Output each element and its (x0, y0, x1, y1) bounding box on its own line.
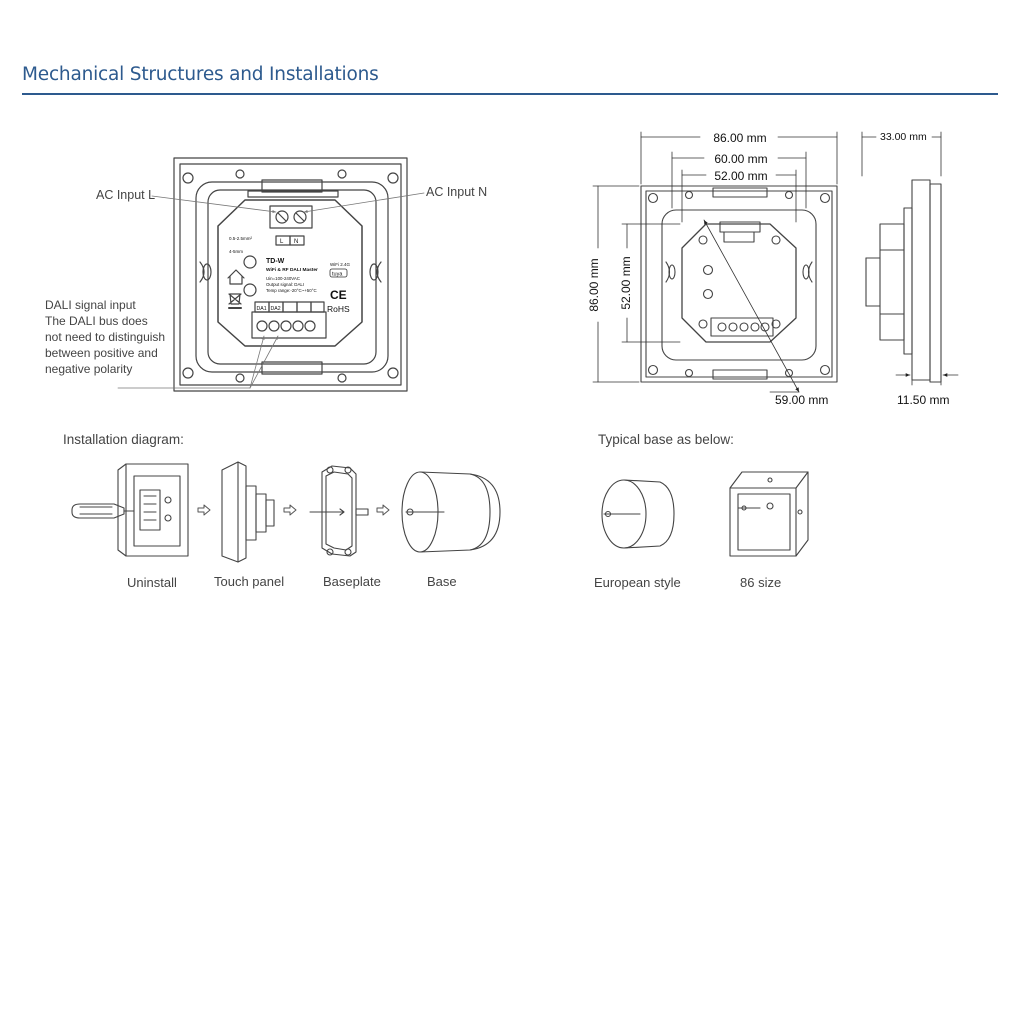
dimension-lines (593, 132, 958, 392)
uninstall-illustration (72, 464, 188, 556)
dali-terminal-1: DA1 (256, 306, 267, 312)
module-spec-temp: Temp range:-20°C~+50°C (266, 288, 317, 293)
dim-width-outer: 86.00 mm (713, 131, 767, 145)
front-view-drawing (174, 158, 407, 391)
ce-mark: CE (330, 288, 347, 302)
side-view-drawing (866, 180, 941, 382)
label-ac-input-n: AC Input N (426, 185, 488, 199)
baseplate-illustration (310, 466, 368, 556)
step-label: Touch panel (214, 574, 285, 589)
base-type-label: 86 size (740, 575, 782, 590)
installation-heading: Installation diagram: (63, 432, 184, 447)
base-type-label: European style (594, 575, 681, 590)
module-wire-spec: 0.5-2.5mm² (229, 236, 253, 241)
step-label: Base (427, 574, 457, 589)
module-description: WiFi & RF DALI Master (266, 268, 318, 273)
typical-base-heading: Typical base as below: (598, 432, 734, 447)
label-dali-note-line: DALI signal input (45, 298, 136, 312)
dim-diagonal: 59.00 mm (775, 393, 829, 407)
label-dali-note-line: The DALI bus does (45, 314, 148, 328)
dim-width-inner: 60.00 mm (714, 152, 768, 166)
terminal-l-label: L (280, 239, 284, 245)
base-illustration (402, 472, 500, 552)
label-dali-note-line: negative polarity (45, 362, 133, 376)
step-arrow-icon (198, 505, 210, 515)
module-spec-output: Output signal: DALI (266, 282, 305, 287)
dim-height-module: 52.00 mm (619, 256, 633, 310)
label-dali-note-line: between positive and (45, 346, 158, 360)
module-wifi-band: WiFi 2.4G (330, 262, 351, 267)
label-ac-input-l: AC Input L (96, 188, 156, 202)
rohs-mark: RoHS (327, 304, 350, 314)
dim-width-module: 52.00 mm (714, 169, 768, 183)
dim-depth-total: 33.00 mm (880, 131, 927, 143)
page-title: Mechanical Structures and Installations (22, 64, 379, 85)
label-dali-note-line: not need to distinguish (45, 330, 166, 344)
step-label: Baseplate (323, 574, 381, 589)
terminal-n-label: N (294, 239, 299, 245)
european-base-illustration (602, 480, 674, 548)
step-label: Uninstall (127, 575, 177, 590)
86-size-base-illustration (730, 472, 808, 556)
step-arrow-icon (377, 505, 389, 515)
brand-tuya: tuya (332, 271, 343, 278)
dim-height-outer: 86.00 mm (587, 258, 601, 312)
module-strip-length: 4-5mm (229, 249, 244, 254)
module-spec-input: Uin=100-240VAC (266, 276, 300, 281)
module-model: TD-W (266, 258, 285, 265)
dali-terminal-2: DA2 (270, 306, 281, 312)
touch-panel-illustration (222, 462, 274, 562)
dim-depth-panel: 11.50 mm (897, 393, 950, 407)
step-arrow-icon (284, 505, 296, 515)
